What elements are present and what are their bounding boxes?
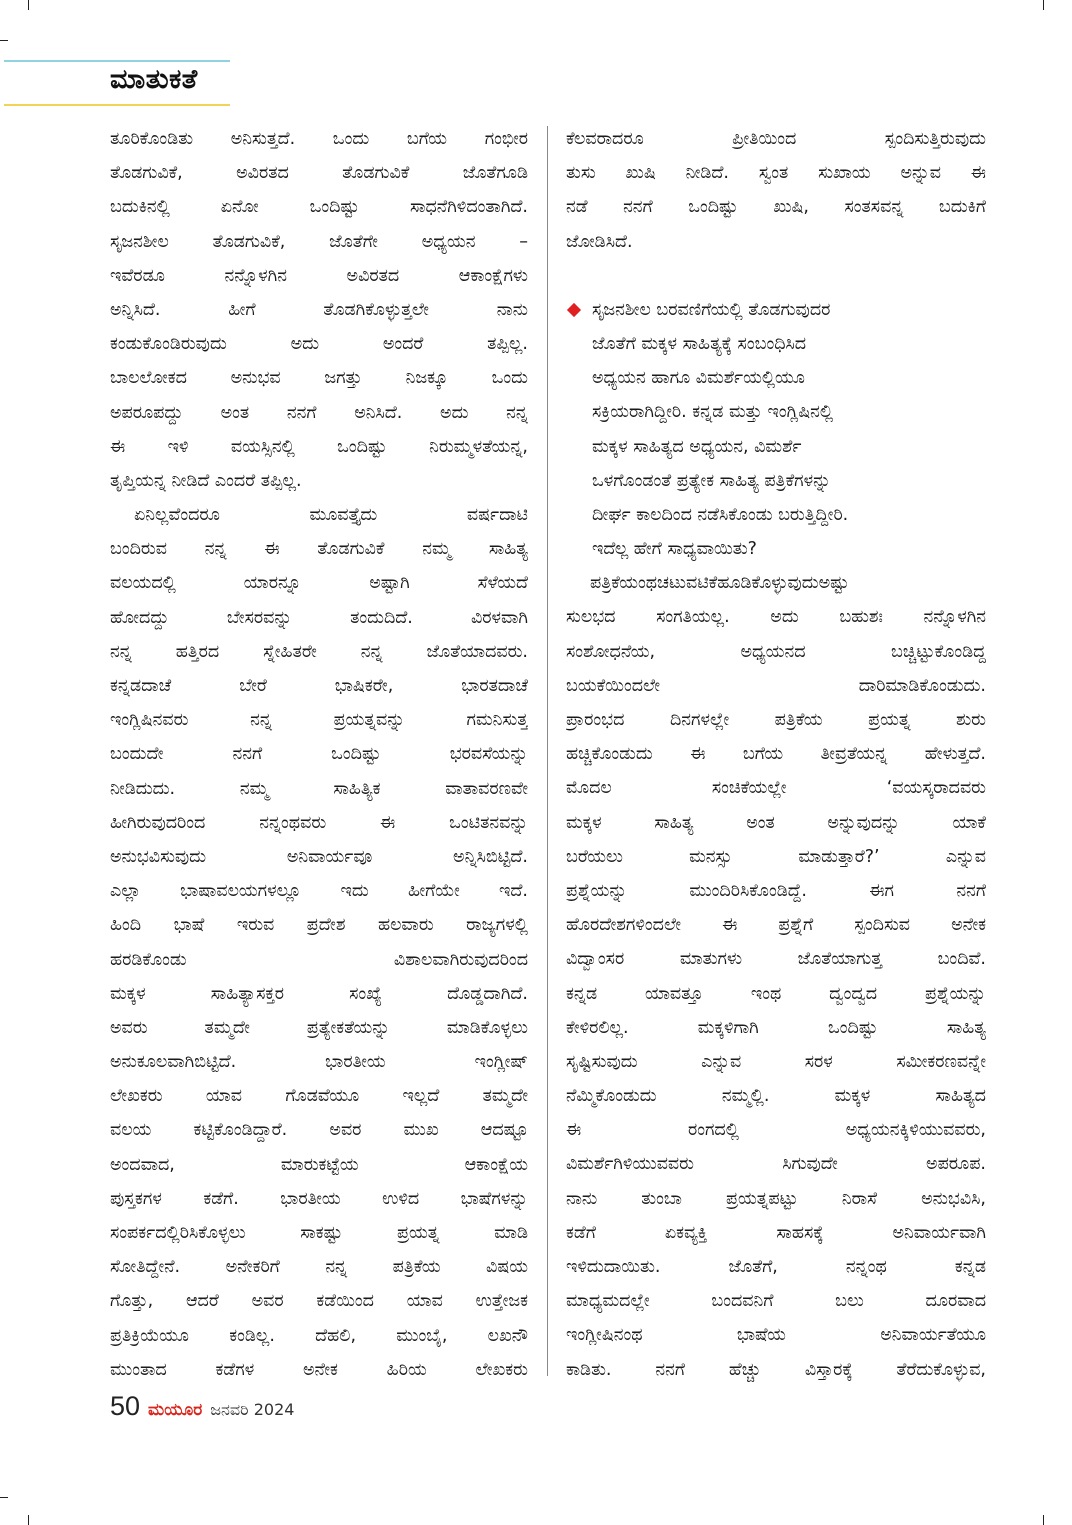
text-line: ಕೇಳಿರಲಿಲ್ಲ. ಮಕ್ಕಳಿಗಾಗಿ ಒಂದಿಷ್ಟು ಸಾಹಿತ್ಯ — [566, 1017, 986, 1038]
text-line: ಬದುಕಿನಲ್ಲಿ ಏನೋ ಒಂದಿಷ್ಟು ಸಾಧನೆಗಿಳಿದಂತಾಗಿದೆ. — [110, 197, 528, 218]
text-line: ಕಾಡಿತು. ನನಗೆ ಹೆಚ್ಚು ವಿಸ್ತಾರಕ್ಕೆ ತೆರೆದುಕೊಳ್ಳುವ, — [566, 1359, 986, 1380]
text-line: ಬರೆಯಲು ಮನಸ್ಸು ಮಾಡುತ್ತಾರೆ?’ ಎನ್ನುವ — [566, 846, 986, 867]
text-line: ಅನ್ನಿಸಿದೆ. ಹೀಗೆ ತೊಡಗಿಕೊಳ್ಳುತ್ತಲೇ ನಾನು — [110, 299, 528, 320]
text-line: ಇವೆರಡೂ ನನ್ನೊಳಗಿನ ಅವಿರತದ ಆಕಾಂಕ್ಷೆಗಳು — [110, 265, 528, 286]
text-line: ಪತ್ರಿಕೆಯಂಥಚಟುವಟಿಕೆಹೂಡಿಕೊಳ್ಳುವುದುಅಷ್ಟು — [590, 573, 849, 594]
crop-mark — [1043, 1515, 1044, 1525]
question-text: ಅಧ್ಯಯನ ಹಾಗೂ ವಿಮರ್ಶೆಯಲ್ಲಿಯೂ — [592, 368, 805, 389]
text-line: ಏನಿಲ್ಲವೆಂದರೂ ಮೂವತ್ತೈದು ವರ್ಷದಾಟಿ — [134, 505, 528, 526]
text-line: ವಿಮರ್ಶೆಗಿಳಿಯುವವರು ಸಿಗುವುದೇ ಅಪರೂಪ. — [566, 1154, 986, 1175]
text-line: ತುಸು ಖುಷಿ ನೀಡಿದೆ. ಸ್ವಂತ ಸುಖಾಯ ಅನ್ನುವ ಈ — [566, 163, 986, 184]
question-text: ಸಕ್ರಿಯರಾಗಿದ್ದೀರಿ. ಕನ್ನಡ ಮತ್ತು ಇಂಗ್ಲಿಷಿನಲ್ಲಿ — [592, 402, 834, 423]
text-line: ಹಿಂದಿ ಭಾಷೆ ಇರುವ ಪ್ರದೇಶ ಹಲವಾರು ರಾಜ್ಯಗಳಲ್ಲಿ — [110, 915, 528, 936]
interview-question — [566, 293, 986, 567]
crop-mark — [28, 1515, 29, 1525]
text-line: ಕನ್ನಡ ಯಾವತ್ತೂ ಇಂಥ ದ್ವಂದ್ವದ ಪ್ರಶ್ನೆಯನ್ನು — [566, 983, 986, 1004]
left-column — [110, 122, 528, 1387]
text-line: ಮಕ್ಕಳ ಸಾಹಿತ್ಯ ಅಂತ ಅನ್ನುವುದನ್ನು ಯಾಕೆ — [566, 812, 986, 833]
magazine-logo: ಮಯೂರ — [148, 1400, 203, 1420]
text-line: ಅನುಕೂಲವಾಗಿಬಿಟ್ಟಿದೆ. ಭಾರತೀಯ ಇಂಗ್ಲೀಷ್ — [110, 1052, 528, 1073]
text-line: ಮಕ್ಕಳ ಸಾಹಿತ್ಯಾಸಕ್ತರ ಸಂಖ್ಯೆ ದೊಡ್ಡದಾಗಿದೆ. — [110, 983, 528, 1004]
text-line: ಸೃಜನಶೀಲ ತೊಡಗುವಿಕೆ, ಜೊತೆಗೇ ಅಧ್ಯಯನ – — [110, 231, 528, 252]
text-line: ಇಂಗ್ಲೀಷಿನಂಥ ಭಾಷೆಯ ಅನಿವಾರ್ಯತೆಯೂ — [566, 1325, 986, 1346]
question-text: ಸೃಜನಶೀಲ ಬರವಣಿಗೆಯಲ್ಲಿ ತೊಡಗುವುದರ — [592, 299, 831, 320]
text-line: ಸಂಪರ್ಕದಲ್ಲಿರಿಸಿಕೊಳ್ಳಲು ಸಾಕಷ್ಟು ಪ್ರಯತ್ನ ಮಾಡಿ — [110, 1223, 528, 1243]
question-line — [566, 395, 986, 429]
section-rule-bottom — [4, 104, 230, 106]
section-title: ಮಾತುಕತೆ — [110, 64, 198, 95]
question-line — [566, 532, 986, 566]
crop-mark — [0, 40, 8, 41]
text-line: ಜೋಡಿಸಿದೆ. — [566, 231, 633, 252]
text-line: ಮುಂತಾದ ಕಡೆಗಳ ಅನೇಕ ಹಿರಿಯ ಲೇಖಕರು — [110, 1359, 528, 1380]
text-line: ನಾನು ತುಂಬಾ ಪ್ರಯತ್ನಪಟ್ಟು ನಿರಾಸೆ ಅನುಭವಿಸಿ, — [566, 1188, 986, 1209]
text-line: ಪ್ರತಿಕ್ರಿಯೆಯೂ ಕಂಡಿಲ್ಲ. ದೆಹಲಿ, ಮುಂಬೈ, ಲಖನೌ — [110, 1325, 528, 1346]
crop-mark — [1043, 0, 1044, 10]
text-line: ವಲಯ ಕಟ್ಟಿಕೊಂಡಿದ್ದಾರೆ. ಅವರ ಮುಖ ಆದಷ್ಟೂ — [110, 1120, 528, 1141]
text-line: ಅಪರೂಪದ್ದು ಅಂತ ನನಗೆ ಅನಿಸಿದೆ. ಅದು ನನ್ನ — [110, 402, 528, 423]
text-line: ಬಾಲಲೋಕದ ಅನುಭವ ಜಗತ್ತು ನಿಜಕ್ಕೂ ಒಂದು — [110, 368, 528, 389]
text-line: ಕಂಡುಕೊಂಡಿರುವುದು ಅದು ಅಂದರೆ ತಪ್ಪಿಲ್ಲ. — [110, 334, 528, 355]
question-line — [566, 361, 986, 395]
question-text: ಜೊತೆಗೆ ಮಕ್ಕಳ ಸಾಹಿತ್ಯಕ್ಕೆ ಸಂಬಂಧಿಸಿದ — [592, 333, 807, 354]
text-line: ತೂರಿಕೊಂಡಿತು ಅನಿಸುತ್ತದೆ. ಒಂದು ಬಗೆಯ ಗಂಭೀರ — [110, 129, 528, 149]
section-rule-top — [4, 60, 230, 62]
text-line: ಇಳಿದುದಾಯಿತು. ಜೊತೆಗೆ, ನನ್ನಂಥ ಕನ್ನಡ — [566, 1257, 986, 1277]
text-line: ವಲಯದಲ್ಲಿ ಯಾರನ್ನೂ ಅಷ್ಟಾಗಿ ಸೆಳೆಯದೆ — [110, 573, 528, 594]
text-line: ಗೊತ್ತು, ಆದರೆ ಅವರ ಕಡೆಯಿಂದ ಯಾವ ಉತ್ತೇಜಕ — [110, 1291, 528, 1312]
text-line: ಅಂದವಾದ, ಮಾರುಕಟ್ಟೆಯ ಆಕಾಂಕ್ಷೆಯ — [110, 1154, 528, 1175]
text-line: ನೀಡಿದುದು. ನಮ್ಮ ಸಾಹಿತ್ಯಿಕ ವಾತಾವರಣವೇ — [110, 778, 528, 799]
text-line: ಹೀಗಿರುವುದರಿಂದ ನನ್ನಂಥವರು ಈ ಒಂಟಿತನವನ್ನು — [110, 812, 528, 833]
text-line: ಲೇಖಕರು ಯಾವ ಗೊಡವೆಯೂ ಇಲ್ಲದೆ ತಮ್ಮದೇ — [110, 1086, 528, 1107]
text-line: ಹೊರದೇಶಗಳಿಂದಲೇ ಈ ಪ್ರಶ್ನೆಗೆ ಸ್ಪಂದಿಸುವ ಅನೇಕ — [566, 915, 986, 936]
column-divider — [547, 126, 548, 1376]
text-line: ಅನುಭವಿಸುವುದು ಅನಿವಾರ್ಯವೂ ಅನ್ನಿಸಿಬಿಟ್ಟಿದೆ. — [110, 846, 528, 867]
question-text: ಒಳಗೊಂಡಂತೆ ಪ್ರತ್ಯೇಕ ಸಾಹಿತ್ಯ ಪತ್ರಿಕೆಗಳನ್ನು — [592, 470, 831, 491]
text-line: ನನ್ನ ಹತ್ತಿರದ ಸ್ನೇಹಿತರೇ ನನ್ನ ಜೊತೆಯಾದವರು. — [110, 641, 528, 662]
question-line — [566, 430, 986, 464]
question-text: ದೀರ್ಘ ಕಾಲದಿಂದ ನಡೆಸಿಕೊಂಡು ಬರುತ್ತಿದ್ದೀರಿ. — [592, 504, 849, 525]
paragraph-gap — [566, 259, 986, 293]
text-line: ವಿದ್ವಾಂಸರ ಮಾತುಗಳು ಜೊತೆಯಾಗುತ್ತ ಬಂದಿವೆ. — [566, 949, 986, 970]
text-line: ಕನ್ನಡದಾಚೆ ಬೇರೆ ಭಾಷಿಕರೇ, ಭಾರತದಾಚೆ — [110, 676, 528, 696]
text-line: ಕೆಲವರಾದರೂ ಪ್ರೀತಿಯಿಂದ ಸ್ಪಂದಿಸುತ್ತಿರುವುದು — [566, 129, 986, 149]
text-line: ಈ ರಂಗದಲ್ಲಿ ಅಧ್ಯಯನಕ್ಕಿಳಿಯುವವರು, — [566, 1120, 986, 1141]
text-line: ಅವರು ತಮ್ಮದೇ ಪ್ರತ್ಯೇಕತೆಯನ್ನು ಮಾಡಿಕೊಳ್ಳಲು — [110, 1017, 528, 1038]
text-line: ಹಚ್ಚಿಕೊಂಡುದು ಈ ಬಗೆಯ ತೀವ್ರತೆಯನ್ನ ಹೇಳುತ್ತದೆ. — [566, 744, 986, 765]
text-line: ಸುಲಭದ ಸಂಗತಿಯಲ್ಲ. ಅದು ಬಹುಶಃ ನನ್ನೊಳಗಿನ — [566, 607, 986, 628]
right-column-top — [566, 122, 986, 259]
text-line: ಪ್ರಶ್ನೆಯನ್ನು ಮುಂದಿರಿಸಿಕೊಂಡಿದ್ದೆ. ಈಗ ನನಗೆ — [566, 880, 986, 901]
right-column — [566, 122, 986, 1387]
text-line: ಮೊದಲ ಸಂಚಿಕೆಯಲ್ಲೇ ‘ವಯಸ್ಕರಾದವರು — [566, 778, 986, 799]
question-line — [566, 464, 986, 498]
text-line: ಈ ಇಳಿ ವಯಸ್ಸಿನಲ್ಲಿ ಒಂದಿಷ್ಟು ನಿರುಮ್ಮಳತೆಯನ್ನ, — [110, 436, 528, 457]
question-line — [566, 498, 986, 532]
text-line: ಬಂದಿರುವ ನನ್ನ ಈ ತೊಡಗುವಿಕೆ ನಮ್ಮ ಸಾಹಿತ್ಯ — [110, 539, 528, 560]
text-line: ಬಯಕೆಯಿಂದಲೇ ದಾರಿಮಾಡಿಕೊಂಡುದು. — [566, 675, 986, 696]
text-line: ಪ್ರಾರಂಭದ ದಿನಗಳಲ್ಲೇ ಪತ್ರಿಕೆಯ ಪ್ರಯತ್ನ ಶುರು — [566, 710, 986, 730]
text-line: ಹೋದದ್ದು ಬೇಸರವನ್ನು ತಂದುದಿದೆ. ವಿರಳವಾಗಿ — [110, 607, 528, 628]
text-line: ತೊಡಗುವಿಕೆ, ಅವಿರತದ ತೊಡಗುವಿಕೆ ಜೊತೆಗೂಡಿ — [110, 163, 528, 184]
text-line: ಸಂಶೋಧನೆಯ, ಅಧ್ಯಯನದ ಬಚ್ಚಿಟ್ಟುಕೊಂಡಿದ್ದ — [566, 641, 986, 662]
text-line: ಪುಸ್ತಕಗಳ ಕಡೆಗೆ. ಭಾರತೀಯ ಉಳಿದ ಭಾಷೆಗಳನ್ನು — [110, 1188, 528, 1209]
question-line — [566, 293, 986, 327]
text-line: ಇಂಗ್ಲಿಷಿನವರು ನನ್ನ ಪ್ರಯತ್ನವನ್ನು ಗಮನಿಸುತ್ತ — [110, 710, 528, 731]
text-line: ಕಡೆಗೆ ಏಕವ್ಯಕ್ತಿ ಸಾಹಸಕ್ಕೆ ಅನಿವಾರ್ಯವಾಗಿ — [566, 1222, 986, 1243]
diamond-bullet-icon — [567, 303, 581, 317]
page-number: 50 — [110, 1391, 141, 1421]
text-line: ತೃಪ್ತಿಯನ್ನ ನೀಡಿದೆ ಎಂದರೆ ತಪ್ಪಿಲ್ಲ. — [110, 470, 302, 491]
text-line: ಮಾಧ್ಯಮದಲ್ಲೇ ಬಂದವನಿಗೆ ಬಲು ದೂರವಾದ — [566, 1291, 986, 1312]
question-text: ಇದೆಲ್ಲ ಹೇಗೆ ಸಾಧ್ಯವಾಯಿತು? — [592, 539, 757, 560]
text-line: ಸೋತಿದ್ದೇನೆ. ಅನೇಕರಿಗೆ ನನ್ನ ಪತ್ರಿಕೆಯ ವಿಷಯ — [110, 1257, 528, 1278]
question-text: ಮಕ್ಕಳ ಸಾಹಿತ್ಯದ ಅಧ್ಯಯನ, ವಿಮರ್ಶೆ — [592, 436, 802, 457]
text-line: ಹರಡಿಕೊಂಡು ವಿಶಾಲವಾಗಿರುವುದರಿಂದ — [110, 949, 528, 970]
text-line: ಎಲ್ಲಾ ಭಾಷಾವಲಯಗಳಲ್ಲೂ ಇದು ಹೀಗೆಯೇ ಇದೆ. — [110, 881, 528, 902]
text-line: ಬಂದುದೇ ನನಗೆ ಒಂದಿಷ್ಟು ಭರವಸೆಯನ್ನು — [110, 744, 528, 765]
text-line: ನಡೆ ನನಗೆ ಒಂದಿಷ್ಟು ಖುಷಿ, ಸಂತಸವನ್ನ ಬದುಕಿಗೆ — [566, 197, 986, 218]
question-line — [566, 327, 986, 361]
text-line: ಸೃಷ್ಟಿಸುವುದು ಎನ್ನುವ ಸರಳ ಸಮೀಕರಣವನ್ನೇ — [566, 1051, 986, 1072]
crop-mark — [0, 1497, 8, 1498]
issue-date: ಜನವರಿ 2024 — [210, 1400, 295, 1419]
page-footer — [110, 1391, 294, 1427]
crop-mark — [28, 0, 29, 10]
right-column-answer — [566, 566, 986, 1387]
text-line: ನೆಮ್ಮಿಕೊಂಡುದು ನಮ್ಮಲ್ಲಿ. ಮಕ್ಕಳ ಸಾಹಿತ್ಯದ — [566, 1086, 986, 1107]
